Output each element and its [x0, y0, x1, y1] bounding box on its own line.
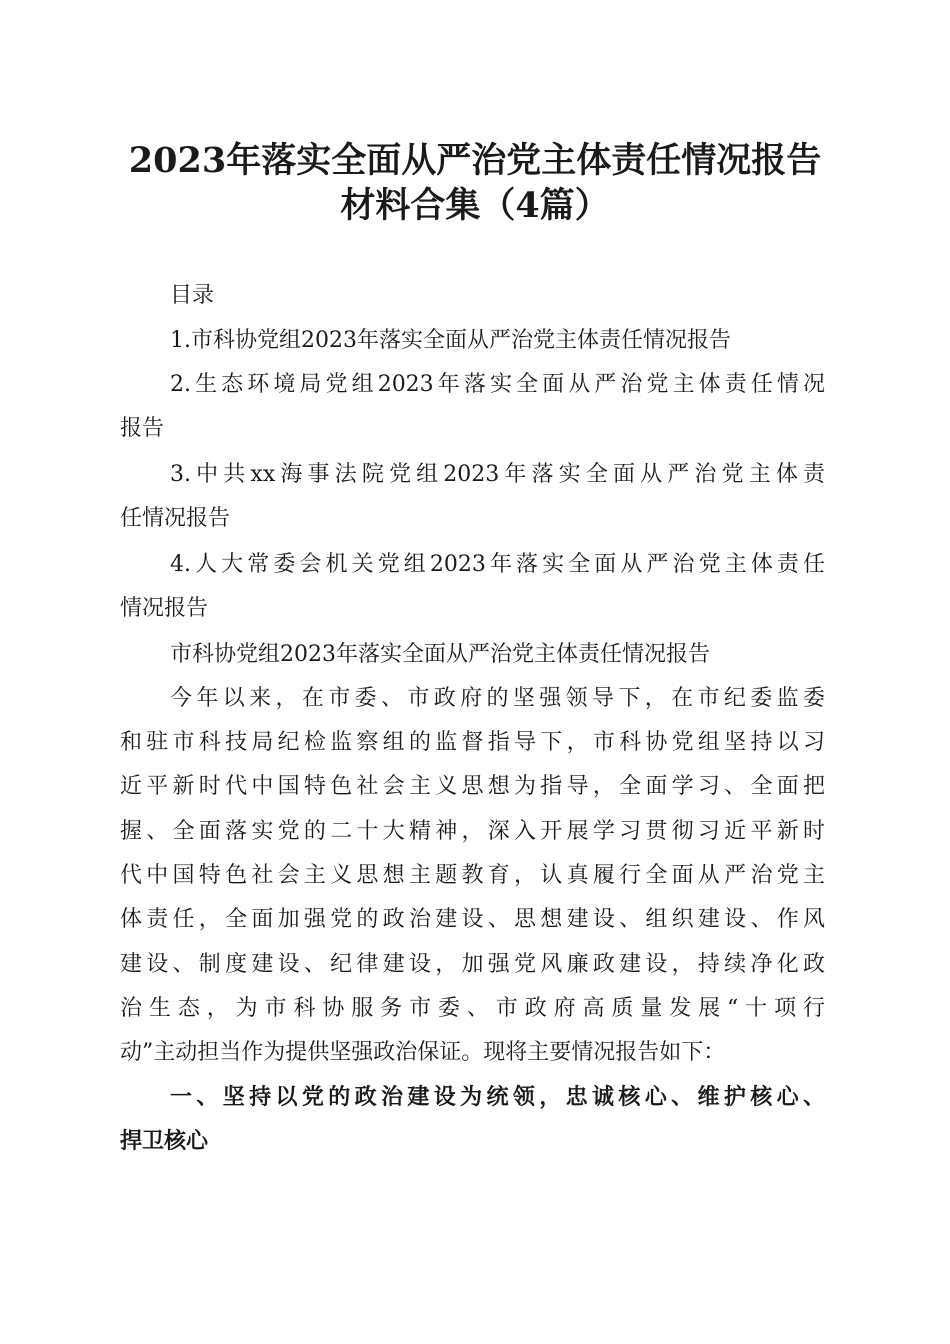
paragraph-line: 握、全面落实党的二十大精神，深入开展学习贯彻习近平新时 [120, 819, 825, 844]
paragraph-line: 和驻市科技局纪检监察组的监督指导下，市科协党组坚持以习 [120, 730, 825, 755]
section-heading-line-2: 捍卫核心 [120, 1129, 209, 1154]
paragraph-line: 建设、制度建设、纪律建设，加强党风廉政建设，持续净化政 [120, 952, 825, 977]
toc-item-2-line-1: 2.生态环境局党组2023年落实全面从严治党主体责任情况 [170, 372, 825, 397]
document-title-line-1: 2023年落实全面从严治党主体责任情况报告 [128, 140, 822, 181]
paragraph-line: 体责任，全面加强党的政治建设、思想建设、组织建设、作风 [120, 907, 825, 932]
paragraph-line: 动”主动担当作为提供坚强政治保证。现将主要情况报告如下： [120, 1040, 726, 1065]
paragraph-line: 代中国特色社会主义思想主题教育，认真履行全面从严治党主 [120, 863, 825, 888]
toc-item-4-line-1: 4.人大常委会机关党组2023年落实全面从严治党主体责任 [170, 552, 825, 577]
toc-item-1: 1.市科协党组2023年落实全面从严治党主体责任情况报告 [170, 328, 731, 353]
toc-item-4-line-2: 情况报告 [120, 596, 209, 621]
paragraph-line: 治生态，为市科协服务市委、市政府高质量发展“十项行 [120, 996, 825, 1021]
article-title: 市科协党组2023年落实全面从严治党主体责任情况报告 [170, 642, 710, 667]
toc-label: 目录 [170, 283, 215, 308]
toc-item-2-line-2: 报告 [120, 416, 165, 441]
toc-item-3-line-1: 3.中共xx海事法院党组2023年落实全面从严治党主体责 [170, 462, 825, 487]
toc-item-3-line-2: 任情况报告 [120, 506, 231, 531]
paragraph-line: 今年以来，在市委、市政府的坚强领导下，在市纪委监委 [170, 686, 825, 711]
paragraph-line: 近平新时代中国特色社会主义思想为指导，全面学习、全面把 [120, 774, 825, 799]
document-title-line-2: 材料合集（4篇） [340, 185, 610, 226]
section-heading-line-1: 一、坚持以党的政治建设为统领，忠诚核心、维护核心、 [170, 1085, 825, 1110]
